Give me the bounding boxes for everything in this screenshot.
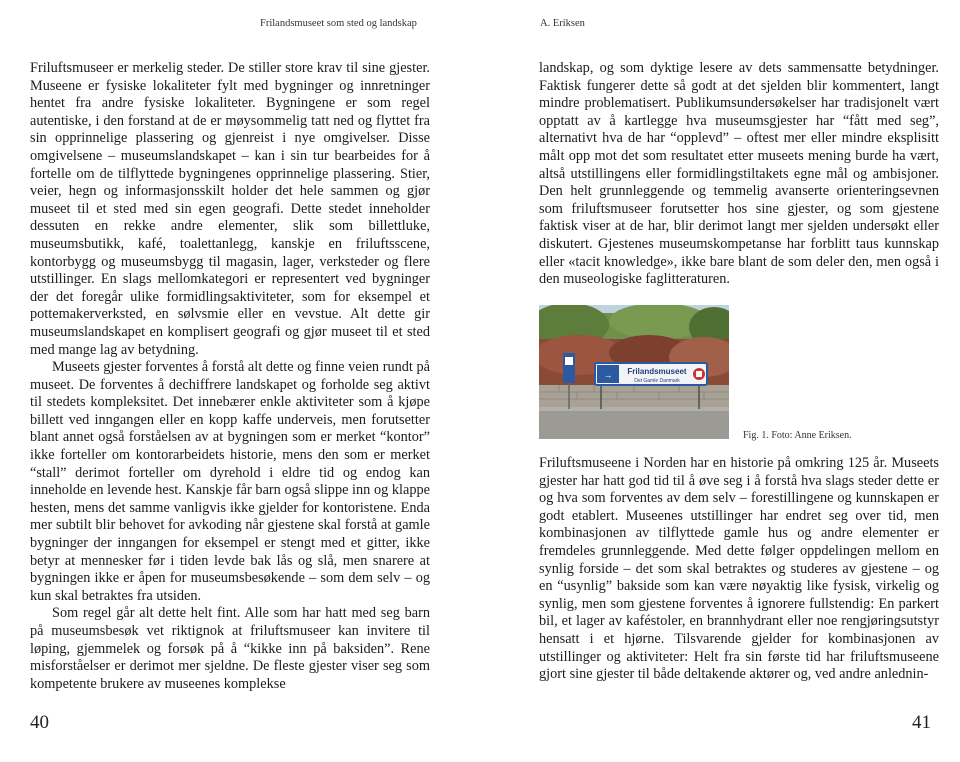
sign-line-1: Frilandsmuseet — [627, 367, 687, 376]
page-number-left: 40 — [30, 712, 49, 733]
paragraph: Friluftsmuseer er merkelig steder. De stiller store krav til sine gjester. Museene er fysiske lokaliteter fylt med bygninger og innretninger hentet fra andre fysiske lokaliteter. Bygningene er som regel autentiske, i den forstand at de er møysommelig tatt ned og flyttet fra sin opprinnelige plassering og gjenreist i nye omgivelser. Disse omgivelsene – museumslandskapet – kan i sin tur bearbeides for å fortelle om de tilflyttede bygningenes opprinnelige plassering. Stier, veier, hegn og informasjonsskilt holder det hele sammen og gjør museet til et sted med sin egen geografi. Dette stedet inneholder dessuten en rekke andre elementer, slik som billettluke, museumsbutikk, kafé, toalettanlegg, kanskje en friluftsscene, kontorbygg og museumsbygg til magasin, lager, verksteder og flere utstillinger. En slags mellomkategori er representert ved bygninger der det foregår ulike formidlingsaktiviteter, som for eksempel et pottemakerverksted, en sølvsmie eller en vevstue. Alt dette gir museumslandskapet en komplisert geografi og gjør museet til et sted med mange lag av betydning. — [30, 60, 430, 358]
paragraph: Museets gjester forventes å forstå alt dette og finne veien rundt på museet. De forventes å dechiffrere landskapet og forholde seg aktivt til stedets kompleksitet. Det innebærer enkle aktiviteter som å kjøpe billett ved inngangen eller en kopp kaffe underveis, men forutsetter blant annet også forståelsen av at bygningen som er merket “kontor” ikke forteller om kontorarbeidets historie, mens den som er merket “stall” derimot forteller om dyrehold i eldre tid og endog kan inneholde en levende hest. Kanskje får barn også slippe inn og klappe hesten, mens det samme vanligvis ikke gjelder for kontoristene. Enda mer subtilt blir behovet for avkoding når gjestene skal forstå at gamle bygninger der inngangen for eksempel er stengt med et gitter, ikke betyr at mennesker før i tiden levde bak lås og slå, men snarere at bygningen ikke er åpen for museumsbesøkende – som dem selv – og kun skal betraktes fra utsiden. — [30, 359, 430, 604]
paragraph: Friluftsmuseene i Norden har en historie på omkring 125 år. Museets gjester har hatt god tid til å øve seg i å forstå hva slags steder dette er og hva som forventes av dem selv – forestillingene og kunnskapen er godt etablert. Museenes utstillinger har endret seg over tid, men kombinasjonen av tilflyttede gamle hus og andre elementer er fremdeles grunnleggende. Med dette følger oppdelingen mellom en synlig forside – det som skal betraktes og studeres av gjestene – og en “usynlig” bakside som kan være nøyaktig like fysisk, virkelig og synlig, men som gjestene forventes å ignorere fullstendig: En parkert bil, et lager av kaféstoler, en brannhydrant eller noe rengjøringsutstyr hensatt i et hjørne. Tilsvarende gjelder for kombinasjonen av utstillinger og aktiviteter: Helt fra sin første tid har friluftsmuseene gjort sine gjester til både deltakende aktører og, ved andre anlednin- — [539, 455, 939, 683]
figure-caption: Fig. 1. Foto: Anne Eriksen. — [743, 430, 852, 441]
paragraph: Som regel går alt dette helt fint. Alle som har hatt med seg barn på museumsbesøk vet riktignok at friluftsmuseer kan invitere til løping, gjemmelek og forsøk på å “kikke inn på baksiden”. Rene misforståelser er derimot mer sjeldne. De fleste gjester viser seg som kompetente brukere av museenes komplekse — [30, 605, 430, 692]
svg-text:→: → — [603, 370, 613, 380]
sign-line-2: Det Gamle Danmark — [634, 378, 680, 384]
page-number-right: 41 — [912, 712, 931, 733]
right-body-text-bottom — [539, 455, 939, 684]
running-head-left: Frilandsmuseet som sted og landskap — [260, 18, 417, 29]
paragraph: landskap, og som dyktige lesere av dets sammensatte betydninger. Faktisk fungerer dette så godt at det sjelden blir kommentert, langt mindre problematisert. Publikumsundersøkelser har tradisjonelt vært opptatt av å kartlegge hva museumsgjester har “fått med seg”, alternativt hva de har “opplevd” – oftest mer eller mindre eksplisitt målt opp mot det som resultatet etter museets mening burde ha vært, altså utstillingens eller formidlingstiltakets egne mål og ambisjoner. Den helt grunnleggende og temmelig avanserte orienteringsevnen som friluftsmuseer forutsetter hos sine gjester, og som gjestene faktisk viser at de har, blir derimot langt mer sjelden undersøkt eller diskutert. Gjestenes museumskompetanse har forblitt taus kunnskap eller «tacit knowledge», ikke bare blant de som deler den, men også i den museologiske faglitteraturen. — [539, 60, 939, 288]
running-head-right: A. Eriksen — [540, 18, 585, 29]
left-body-text — [30, 60, 430, 693]
right-page — [480, 0, 960, 762]
right-body-text-top — [539, 60, 939, 289]
figure-photo — [539, 305, 729, 439]
